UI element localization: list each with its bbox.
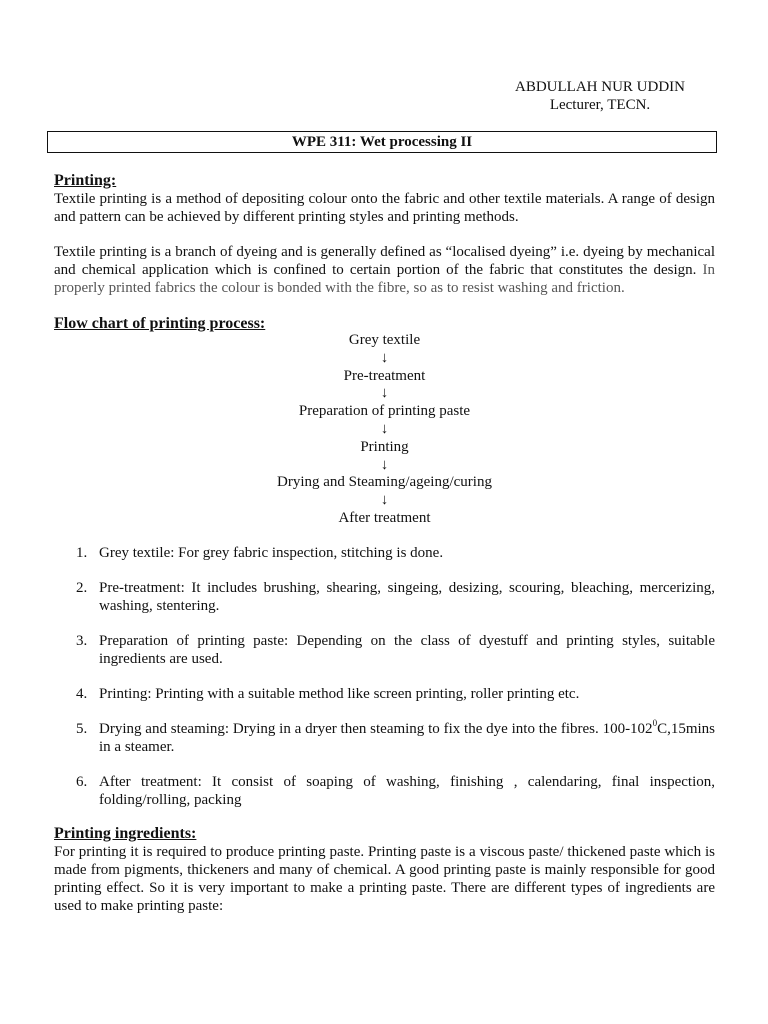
list-item — [54, 685, 715, 703]
list-item-text: Grey textile: For grey fabric inspection, stitching is done. — [99, 544, 444, 561]
list-item-text: After treatment: It consist of soaping of washing, finishing , calendaring, final inspection, folding/rolling, packing — [99, 773, 715, 808]
list-item-text: Printing: Printing with a suitable method like screen printing, roller printing etc. — [99, 685, 580, 702]
flow-step-pre-treatment: Pre-treatment — [343, 367, 426, 384]
list-item — [54, 632, 715, 668]
list-item-number: 2. — [76, 579, 88, 596]
flow-step-preparation: Preparation of printing paste — [298, 403, 471, 420]
author-title: Lecturer, TECN. — [549, 97, 651, 113]
list-item-text-after: C,15mins in a steamer. — [99, 720, 715, 755]
ingredients-heading: Printing ingredients: — [54, 824, 197, 842]
list-item-text: Pre-treatment: It includes brushing, shearing, singeing, desizing, scouring, bleaching, mercerizing, washing, stentering. — [99, 579, 715, 614]
list-item — [54, 773, 715, 809]
list-item-text: Preparation of printing paste: Depending on the class of dyestuff and printing styles, suitable ingredients are used. — [99, 632, 715, 667]
flow-chart — [54, 332, 715, 528]
flow-arrow-icon: ↓ — [380, 420, 389, 437]
author-name: ABDULLAH NUR UDDIN — [515, 79, 685, 95]
flow-arrow-icon: ↓ — [380, 385, 389, 402]
list-item-number: 4. — [76, 685, 88, 702]
flow-arrow-icon: ↓ — [380, 492, 389, 509]
list-item-number: 1. — [76, 544, 88, 561]
flow-chart-heading: Flow chart of printing process: — [54, 315, 266, 332]
course-title: WPE 311: Wet processing II — [47, 131, 717, 153]
document-body — [54, 172, 715, 915]
list-item — [54, 717, 715, 756]
author-block — [470, 78, 730, 114]
list-item — [54, 544, 715, 562]
list-item-number: 5. — [76, 720, 88, 737]
list-item-number: 3. — [76, 632, 88, 649]
printing-para-2 — [54, 243, 715, 297]
printing-heading: Printing: — [54, 172, 117, 189]
degree-superscript: 0 — [652, 717, 658, 728]
flow-step-printing: Printing — [360, 438, 409, 455]
list-item-number: 6. — [76, 773, 88, 790]
flow-step-drying: Drying and Steaming/ageing/curing — [277, 474, 492, 491]
flow-step-grey-textile: Grey textile — [348, 332, 421, 348]
steps-list — [54, 544, 715, 809]
flow-step-after-treatment: After treatment — [338, 509, 431, 526]
flow-arrow-icon: ↓ — [380, 456, 389, 473]
list-item-text-before: Drying and steaming: Drying in a dryer then steaming to fix the dye into the fibres. 100-102 — [99, 720, 653, 737]
printing-para-1: Textile printing is a method of depositing colour onto the fabric and other textile materials. A range of design and pattern can be achieved by different printing styles and printing methods. — [54, 191, 715, 225]
printing-para-2-gray: In properly printed fabrics the colour is bonded with the fibre, so as to resist washing and friction. — [54, 262, 716, 296]
ingredients-para: For printing it is required to produce printing paste. Printing paste is a viscous paste/ thickened paste which is made from pigments, thickeners and many of chemical. A good printing paste is mainly responsible for good printing effect. So it is very important to make a printing paste. There are different types of ingredients are used to make printing paste: — [54, 843, 715, 914]
list-item — [54, 579, 715, 615]
flow-arrow-icon: ↓ — [380, 349, 389, 366]
printing-para-2-main: Textile printing is a branch of dyeing and is generally defined as “localised dyeing” i.e. dyeing by mechanical and chemical application which is confined to certain portion of the fabric that constitutes the design. — [54, 244, 715, 278]
